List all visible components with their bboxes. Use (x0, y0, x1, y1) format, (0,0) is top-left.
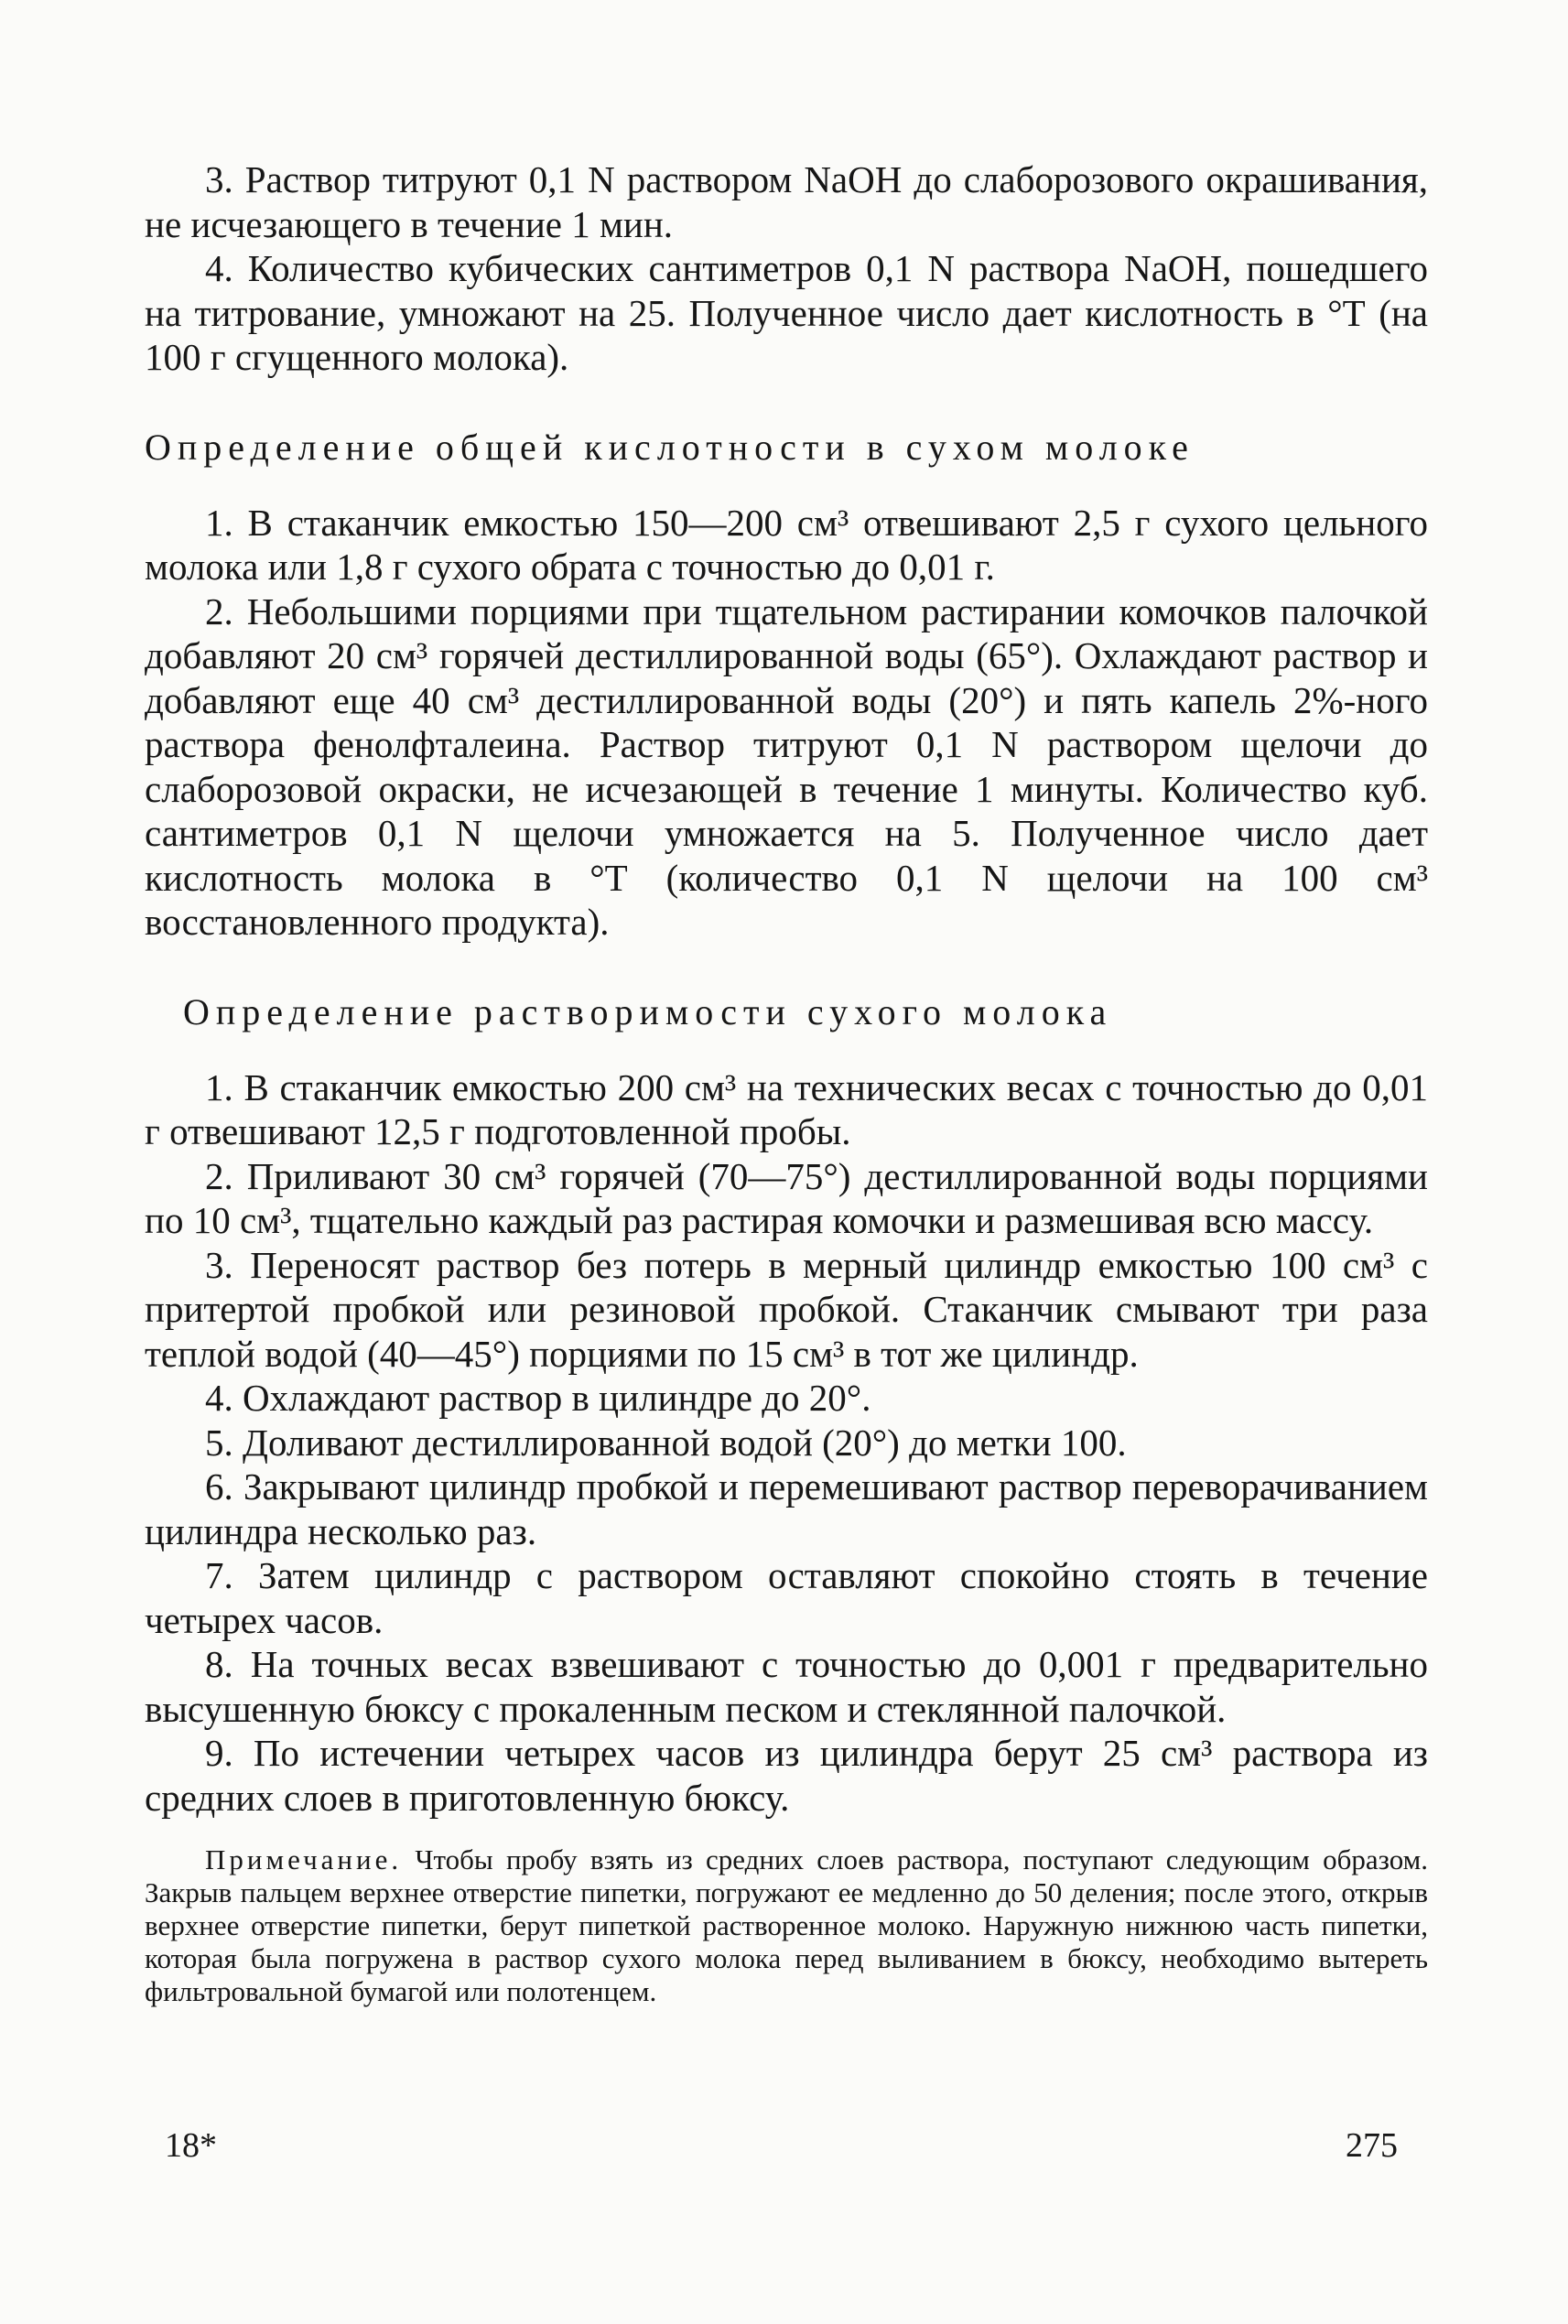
paragraph: 6. Закрывают цилиндр пробкой и перемешивают раствор переворачиванием цилиндра несколько раз. (145, 1465, 1428, 1552)
paragraph: 2. Небольшими порциями при тщательном растирании комочков палочкой добавляют 20 см³ горячей дестиллированной воды (65°). Охлаждают раствор и добавляют еще 40 см³ дестиллированной воды (20°) и пять капель 2%-ного раствора фенолфталеина. Раствор титруют 0,1 N раствором щелочи до слаборозовой окраски, не исчезающей в течение 1 минуты. Количество куб. сантиметров 0,1 N щелочи умножается на 5. Полученное число дает кислотность молока в °Т (количество 0,1 N щелочи на 100 см³ восстановленного продукта). (145, 589, 1428, 943)
section-heading: Определение растворимости сухого молока (183, 990, 1113, 1032)
footnote-text: Чтобы пробу взять из средних слоев раствора, поступают следующим образом. Закрыв пальцем верхнее отверстие пипетки, погружают ее медленно до 50 деления; после этого, открыв верхнее отверстие пипетки, берут пипеткой растворенное молоко. Наружную нижнюю часть пипетки, которая была погружена в раствор сухого молока перед выливанием в бюксу, необходимо вытереть фильтровальной бумагой или полотенцем. (145, 1843, 1428, 2007)
paragraph: 1. В стаканчик емкостью 200 см³ на технических весах с точностью до 0,01 г отвешивают 12,5 г подготовленной пробы. (145, 1065, 1428, 1152)
paragraph: 7. Затем цилиндр с раствором оставляют спокойно стоять в течение четырех часов. (145, 1554, 1428, 1641)
printer-signature: 18* (165, 2126, 217, 2165)
paragraph: 3. Переносят раствор без потерь в мерный цилиндр емкостью 100 см³ с притертой пробкой или резиновой пробкой. Стаканчик смывают три раза теплой водой (40—45°) порциями по 15 см³ в тот же цилиндр. (145, 1243, 1428, 1375)
footnote-lead: Примечание. (205, 1843, 403, 1875)
paragraph: 8. На точных весах взвешивают с точностью до 0,001 г предварительно высушенную бюксу с прокаленным песком и стеклянной палочкой. (145, 1643, 1428, 1730)
page-body (145, 157, 1428, 2008)
paragraph: 2. Приливают 30 см³ горячей (70—75°) дестиллированной воды порциями по 10 см³, тщательно каждый раз растирая комочки и размешивая всю массу. (145, 1154, 1428, 1241)
paragraph: 1. В стаканчик емкостью 150—200 см³ отвешивают 2,5 г сухого цельного молока или 1,8 г сухого обрата с точностью до 0,01 г. (145, 501, 1428, 588)
paragraph: 9. По истечении четырех часов из цилиндра берут 25 см³ раствора из средних слоев в приготовленную бюксу. (145, 1732, 1428, 1819)
paragraph: 3. Раствор титруют 0,1 N раствором NaOH до слаборозового окрашивания, не исчезающего в течение 1 мин. (145, 158, 1428, 245)
paragraph: 4. Охлаждают раствор в цилиндре до 20°. (205, 1377, 871, 1419)
page-number: 275 (1346, 2126, 1398, 2165)
paragraph: 4. Количество кубических сантиметров 0,1 N раствора NaOH, пошедшего на титрование, умножают на 25. Полученное число дает кислотность в °Т (на 100 г сгущенного молока). (145, 247, 1428, 378)
paragraph: 5. Доливают дестиллированной водой (20°) до метки 100. (205, 1421, 1127, 1464)
section-heading: Определение общей кислотности в сухом молоке (145, 426, 1195, 468)
footnote (145, 1843, 1428, 2008)
